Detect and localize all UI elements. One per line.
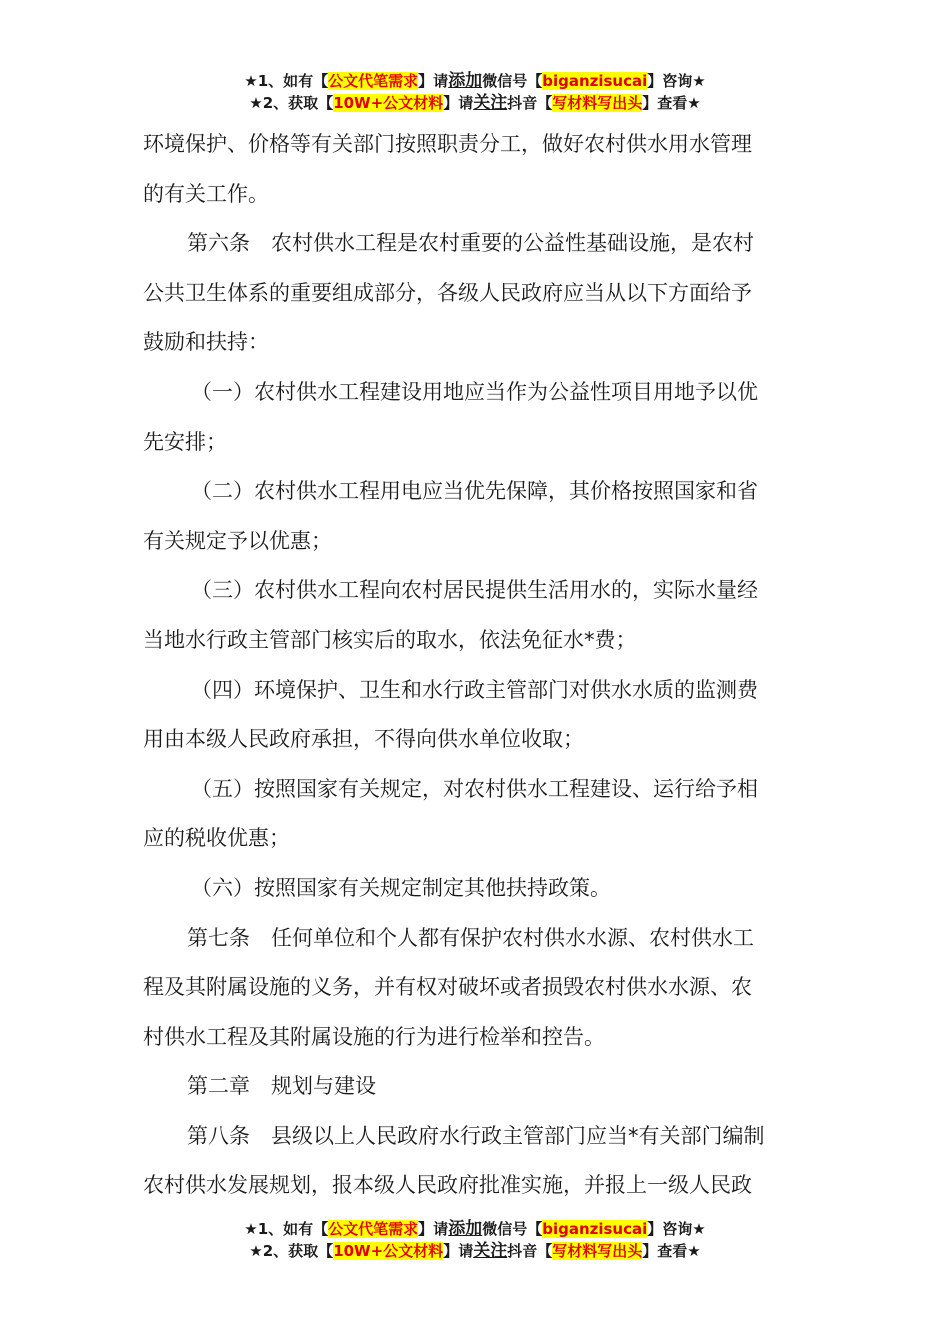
banner-line-1 bbox=[0, 1218, 950, 1240]
banner-highlight: biganzisucai bbox=[542, 1220, 648, 1238]
banner-text: 微信号【 bbox=[482, 1220, 543, 1238]
body-line: 环境保护、价格等有关部门按照职责分工，做好农村供水用水管理 bbox=[143, 132, 752, 156]
body-line: 应的税收优惠； bbox=[143, 826, 290, 851]
banner-text: 抖音【 bbox=[507, 1242, 553, 1260]
body-line: 的有关工作。 bbox=[143, 181, 269, 206]
list-item-6: （六）按照国家有关规定制定其他扶持政策。 bbox=[191, 875, 611, 900]
footer-banner bbox=[0, 1218, 950, 1262]
banner-text: ★2、获取【 bbox=[249, 94, 334, 112]
body-line: 村供水工程及其附属设施的行为进行检举和控告。 bbox=[143, 1024, 605, 1049]
banner-text: 】请 bbox=[443, 1242, 474, 1260]
list-item-4: （四）环境保护、卫生和水行政主管部门对供水水质的监测费 bbox=[191, 677, 758, 702]
banner-underline: 添加 bbox=[448, 71, 483, 91]
body-line: 程及其附属设施的义务，并有权对破坏或者损毁农村供水水源、农 bbox=[143, 975, 752, 1000]
body-line: 鼓励和扶持： bbox=[143, 330, 269, 355]
banner-text: 】咨询★ bbox=[647, 1220, 706, 1238]
banner-text: 】请 bbox=[418, 72, 449, 90]
list-item-3: （三）农村供水工程向农村居民提供生活用水的，实际水量经 bbox=[191, 578, 758, 603]
banner-highlight: 公文代笔需求 bbox=[328, 72, 419, 90]
article-6-heading-line: 第六条 农村供水工程是农村重要的公益性基础设施，是农村 bbox=[187, 231, 754, 256]
body-line: 用由本级人民政府承担，不得向供水单位收取； bbox=[143, 727, 584, 752]
document-body bbox=[143, 120, 803, 1211]
body-line: 公共卫生体系的重要组成部分，各级人民政府应当从以下方面给予 bbox=[143, 280, 752, 305]
article-8-heading-line: 第八条 县级以上人民政府水行政主管部门应当*有关部门编制 bbox=[187, 1123, 765, 1148]
banner-text: 】请 bbox=[418, 1220, 449, 1238]
banner-text: 】咨询★ bbox=[647, 72, 706, 90]
banner-underline: 添加 bbox=[448, 1219, 483, 1239]
banner-highlight: 10W+公文材料 bbox=[333, 94, 444, 112]
banner-text: 】查看★ bbox=[642, 1242, 701, 1260]
banner-highlight: 公文代笔需求 bbox=[328, 1220, 419, 1238]
banner-text: 抖音【 bbox=[507, 94, 553, 112]
body-line: 农村供水发展规划，报本级人民政府批准实施，并报上一级人民政 bbox=[143, 1173, 752, 1198]
banner-highlight: 写材料写出头 bbox=[552, 94, 643, 112]
banner-highlight: biganzisucai bbox=[542, 72, 648, 90]
banner-text: ★1、如有【 bbox=[244, 72, 329, 90]
banner-text: ★1、如有【 bbox=[244, 1220, 329, 1238]
body-line: 当地水行政主管部门核实后的取水，依法免征水*费； bbox=[143, 627, 637, 652]
header-banner bbox=[0, 70, 950, 114]
banner-highlight: 写材料写出头 bbox=[552, 1242, 643, 1260]
list-item-1: （一）农村供水工程建设用地应当作为公益性项目用地予以优 bbox=[191, 379, 758, 404]
banner-line-2 bbox=[0, 1240, 950, 1262]
banner-text: 】请 bbox=[443, 94, 474, 112]
banner-underline: 关注 bbox=[473, 93, 508, 113]
banner-line-1 bbox=[0, 70, 950, 92]
chapter-2-heading: 第二章 规划与建设 bbox=[187, 1074, 376, 1099]
banner-underline: 关注 bbox=[473, 1241, 508, 1261]
banner-text: 】查看★ bbox=[642, 94, 701, 112]
body-line: 先安排； bbox=[143, 429, 227, 454]
list-item-2: （二）农村供水工程用电应当优先保障，其价格按照国家和省 bbox=[191, 479, 758, 504]
banner-text: 微信号【 bbox=[482, 72, 543, 90]
body-line: 有关规定予以优惠； bbox=[143, 528, 332, 553]
banner-text: ★2、获取【 bbox=[249, 1242, 334, 1260]
banner-highlight: 10W+公文材料 bbox=[333, 1242, 444, 1260]
banner-line-2 bbox=[0, 92, 950, 114]
article-7-heading-line: 第七条 任何单位和个人都有保护农村供水水源、农村供水工 bbox=[187, 925, 754, 950]
list-item-5: （五）按照国家有关规定，对农村供水工程建设、运行给予相 bbox=[191, 776, 758, 801]
